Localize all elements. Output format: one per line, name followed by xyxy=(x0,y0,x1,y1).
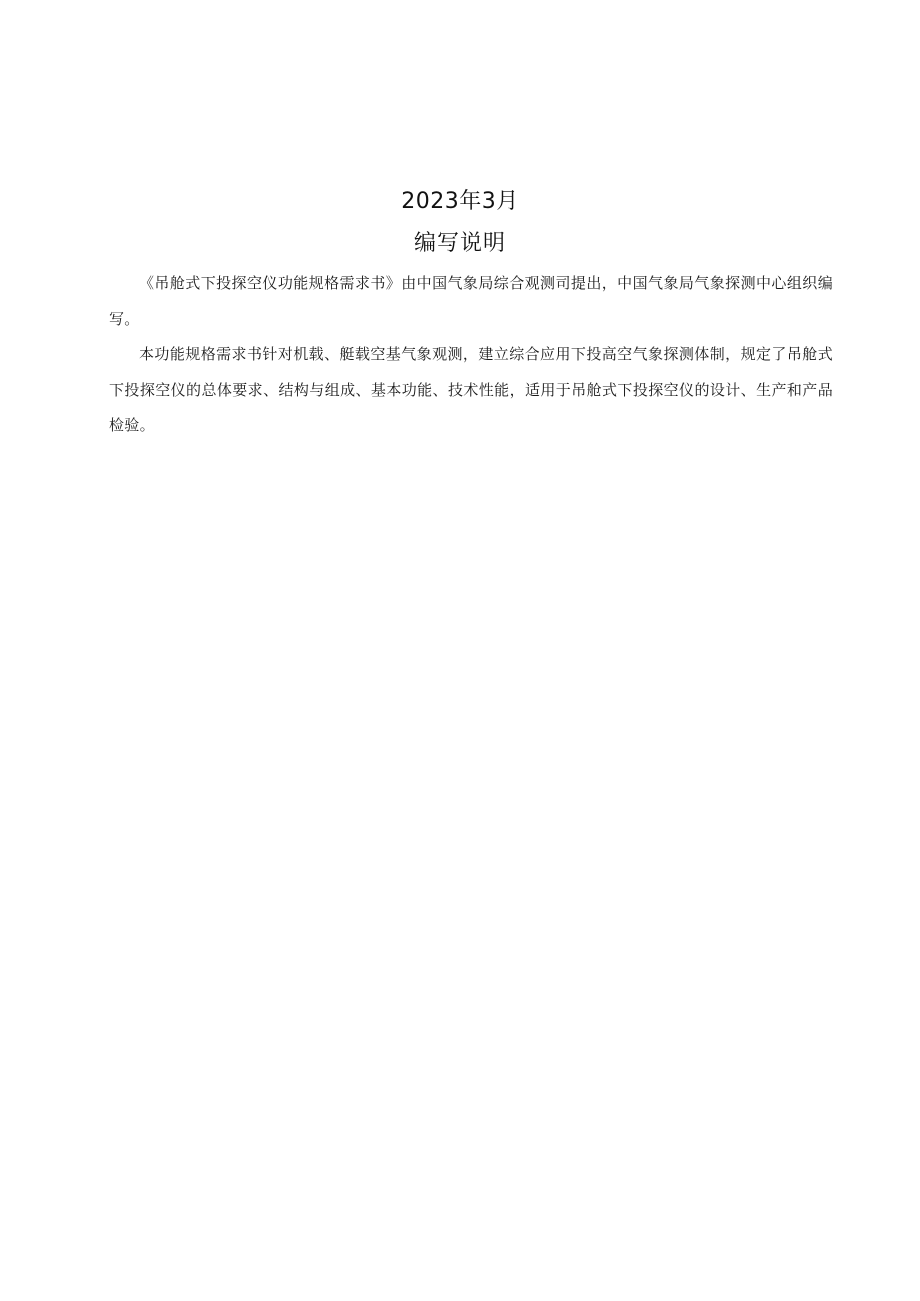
document-date: 2023年3月 xyxy=(401,189,519,214)
paragraph-1: 《吊舱式下投探空仪功能规格需求书》由中国气象局综合观测司提出，中国气象局气象探测中心组织编写。 xyxy=(109,274,833,328)
paragraph-2: 本功能规格需求书针对机载、艇载空基气象观测，建立综合应用下投高空气象探测体制，规定了吊舱式下投探空仪的总体要求、结构与组成、基本功能、技术性能，适用于吊舱式下投探空仪的设计、生产和产品检验。 xyxy=(109,345,833,434)
section-title: 编写说明 xyxy=(413,231,506,256)
document-body xyxy=(109,266,833,444)
